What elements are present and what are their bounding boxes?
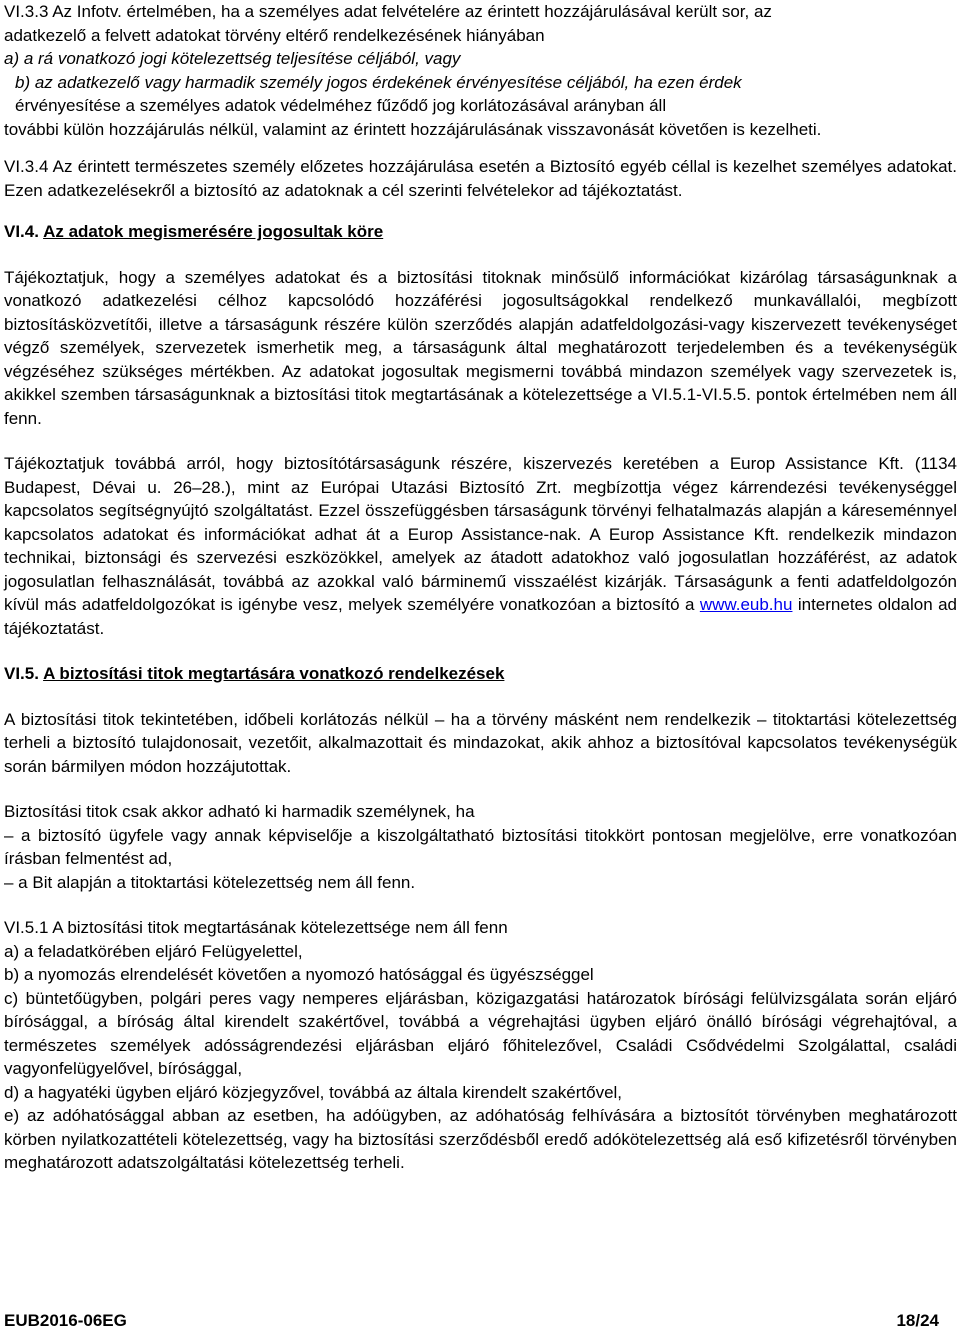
section-vi5-disclosure-intro: Biztosítási titok csak akkor adható ki harmadik személynek, ha bbox=[4, 802, 475, 821]
section-vi4-heading bbox=[4, 220, 957, 244]
section-vi5-paragraph-1: A biztosítási titok tekintetében, időbeli korlátozás nélkül – ha a törvény másként nem rendelkezik – titoktartási kötelezettség terheli a biztosító tulajdonosait, vezetőit, alkalmazottait és mindazokat, akik ahhoz a biztosítóval kapcsolatos tevékenységük során bármilyen módon hozzájutottak. bbox=[4, 709, 957, 776]
section-vi4-number: VI.4. bbox=[4, 222, 39, 241]
section-vi33-line1: VI.3.3 Az Infotv. értelmében, ha a személyes adat felvételére az érintett hozzájárulásával került sor, az bbox=[4, 2, 772, 21]
section-vi4-paragraph-1: Tájékoztatjuk, hogy a személyes adatokat és a biztosítási titoknak minősülő információkat kizárólag társaságunknak a vonatkozó adatkezelési célhoz kapcsolódó hozzáférési jogosultságokkal rendelkező munkavállalói, megbízott biztosításközvetítői, illetve a társaságunk részére külön szerződés alapján adatfeldolgozási-vagy kiszervezett tevékenységet végző személyek, szervezetek ismerhetik meg, a társaságunk által meghatározott terjedelemben és a tevékenységük végzéséhez szükséges mértékben. Az adatokat jogosultak megismerni továbbá mindazon személyek vagy szervezetek is, akikkel szemben társaságunknak a biztosítási titok megtartásának a kötelezettsége a VI.5.1-VI.5.5. pontok értelmében nem áll fenn. bbox=[4, 267, 957, 428]
section-vi34-paragraph: VI.3.4 Az érintett természetes személy előzetes hozzájárulása esetén a Biztosító egyéb céllal is kezelhet személyes adatokat. Ezen adatkezelésekről a biztosító az adatoknak a cél szerinti felvételekor ad tájékoztatást. bbox=[4, 157, 957, 200]
section-vi51-item-c: c) büntetőügyben, polgári peres vagy nemperes eljárásban, közigazgatási határozatok bírósági felülvizsgálata során eljáró bírósággal, a bíróság által kirendelt szakértővel, továbbá a végrehajtási ügyben eljáró önálló bírósági végrehajtóval, a természetes személyek adósságrendezési eljárásban eljáró főhitelezővel, Családi Csődvédelmi Szolgálattal, családi vagyonfelügyelővel, bírósággal, bbox=[4, 988, 957, 1078]
section-vi5-disclosure-item-2: – a Bit alapján a titoktartási kötelezettség nem áll fenn. bbox=[4, 872, 416, 892]
section-vi33-item-b-text: b) az adatkezelő vagy harmadik személy jogos érdekének érvényesítése céljából, ha ezen érdek bbox=[15, 72, 742, 92]
section-vi5-title: A biztosítási titok megtartására vonatkozó rendelkezések bbox=[43, 664, 505, 683]
section-vi51-item-a: a) a feladatkörében eljáró Felügyelettel, bbox=[4, 941, 303, 961]
page-number: 18/24 bbox=[896, 1311, 939, 1330]
section-vi51-item-d: d) a hagyatéki ügyben eljáró közjegyzővel, továbbá az általa kirendelt szakértővel, bbox=[4, 1082, 623, 1102]
section-vi51-item-b: b) a nyomozás elrendelését követően a nyomozó hatósággal és ügyészséggel bbox=[4, 965, 594, 984]
section-vi4-paragraph-2-text: Tájékoztatjuk továbbá arról, hogy biztosítótársaságunk részére, kiszervezés keretében a Europ Assistance Kft. (1134 Budapest, Dévai u. 26–28.), mint az Európai Utazási Biztosító Zrt. megbízottja végez kárrendezési tevékenységgel kapcsolatos segítségnyújtó szolgáltatást. Ezzel összefüggésben társaságunk törvényi felhatalmazás alapján a káreseménnyel kapcsolatos adatokat és információkat adhat át a Europ Assistance-nak. A Europ Assistance Kft. rendelkezik mindazon technikai, biztonsági és szervezési eszközökkel, amelyek az átadott adatokhoz való jogosulatlan hozzáférést, az adatok jogosulatlan felhasználását, továbbá az azokkal való bárminemű visszaélést kizárják. Társaságunk a fenti adatfeldolgozón kívül más adatfeldolgozókat is igénybe vesz, melyek személyére vonatkozóan a biztosító a bbox=[4, 454, 957, 614]
section-vi51-intro: VI.5.1 A biztosítási titok megtartásának kötelezettsége nem áll fenn bbox=[4, 918, 508, 937]
section-vi33-item-b bbox=[4, 71, 957, 95]
section-vi4-paragraph-2-tail: internetes oldalon ad tájékoztatást. bbox=[4, 595, 957, 638]
section-vi33-item-a: a) a rá vonatkozó jogi kötelezettség teljesítése céljából, vagy bbox=[4, 49, 461, 68]
section-vi4-title: Az adatok megismerésére jogosultak köre bbox=[43, 222, 384, 241]
section-vi33-line2: adatkezelő a felvett adatokat törvény eltérő rendelkezésének hiányában bbox=[4, 25, 545, 45]
document-code: EUB2016-06EG bbox=[4, 1311, 127, 1330]
document-page bbox=[4, 0, 957, 1175]
section-vi51-item-e: e) az adóhatósággal abban az esetben, ha adóügyben, az adóhatóság felhívására a biztosítót törvényben meghatározott körben nyilatkozattételi kötelezettség, vagy ha biztosítási szerződésből eredő adókötelezettség alá eső kifizetésről törvényben meghatározott adatszolgáltatási kötelezettség terheli. bbox=[4, 1106, 957, 1172]
section-vi33-closing: további külön hozzájárulás nélkül, valamint az érintett hozzájárulásának visszavonását követően is kezelheti. bbox=[4, 119, 822, 139]
eub-website-link[interactable]: www.eub.hu bbox=[699, 595, 793, 614]
section-vi5-heading bbox=[4, 662, 957, 686]
section-vi4-paragraph-2 bbox=[4, 452, 957, 640]
section-vi33-item-b-cont: érvényesítése a személyes adatok védelméhez fűződő jog korlátozásával arányban áll bbox=[15, 96, 667, 115]
section-vi5-number: VI.5. bbox=[4, 664, 39, 683]
section-vi5-disclosure-item-1: – a biztosító ügyfele vagy annak képviselője a kiszolgáltatható biztosítási titokkört pontosan megjelölve, erre vonatkozóan írásban felmentést ad, bbox=[4, 825, 957, 868]
